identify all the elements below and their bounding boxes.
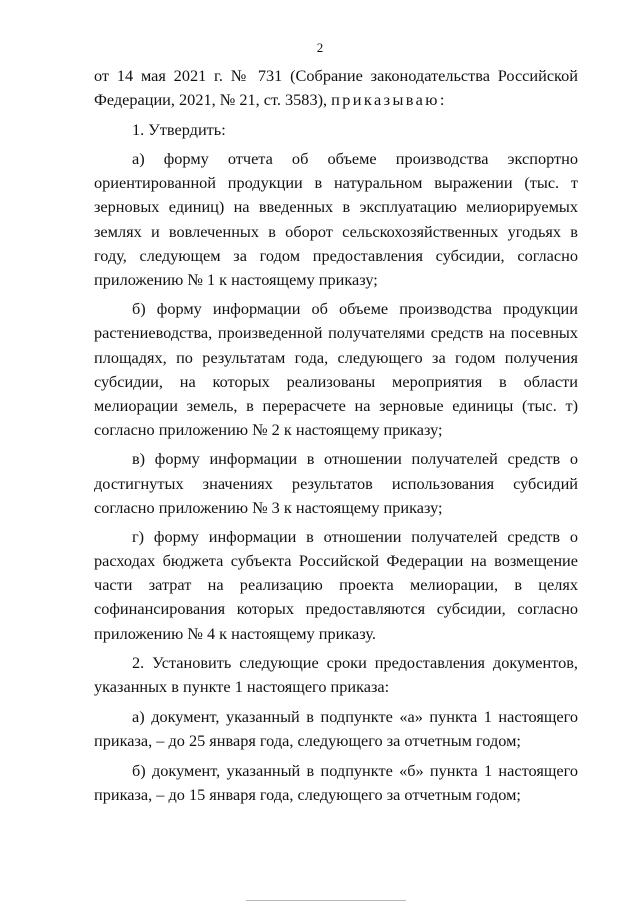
- paragraph-item-1: 1. Утвердить:: [132, 119, 226, 139]
- paragraph-item-2: 2. Установить следующие сроки предоставления документов, указанных в пункте 1 настоящего приказа:: [94, 653, 578, 697]
- order-word: приказываю:: [331, 90, 447, 110]
- paragraph-subitem-1v: в) форму информации в отношении получателей средств о достигнутых значениях результатов использования субсидий согласно приложению № 3 к настоящему приказу;: [94, 449, 578, 517]
- document-body: [94, 64, 578, 812]
- paragraph-continuation: [94, 64, 578, 112]
- paragraph-subitem-2a: а) документ, указанный в подпункте «а» пункта 1 настоящего приказа, – до 25 января года, следующего за отчетным годом;: [94, 706, 578, 750]
- paragraph-subitem-1b: б) форму информации об объеме производства продукции растениеводства, произведенной получателями средств на посевных площадях, по результатам года, следующего за годом получения субсидии, на которых реализованы мероприятия в области мелиорации земель, в перерасчете на зерновые единицы (тыс. т) согласно приложению № 2 к настоящему приказу;: [94, 299, 578, 439]
- paragraph-subitem-2b: б) документ, указанный в подпункте «б» пункта 1 настоящего приказа, – до 15 января года, следующего за отчетным годом;: [94, 760, 578, 804]
- paragraph-subitem-1a: а) форму отчета об объеме производства экспортно ориентированной продукции в натуральном выражении (тыс. т зерновых единиц) на введенных в эксплуатацию мелиорируемых землях и вовлеченных в оборот сельскохозяйственных угодьях в году, следующем за годом предоставления субсидии, согласно приложению № 1 к настоящему приказу;: [94, 149, 578, 289]
- paragraph-subitem-1g: г) форму информации в отношении получателей средств о расходах бюджета субъекта Российской Федерации на возмещение части затрат на реализацию проекта мелиорации, в целях софинансирования которых предоставляются субсидии, согласно приложению № 4 к настоящему приказу.: [94, 527, 578, 643]
- scan-edge-line: [246, 900, 406, 901]
- paragraph-continuation-text: от 14 мая 2021 г. № 731 (Собрание законодательства Российской Федерации, 2021, № 21, ст. 3583),: [94, 66, 578, 110]
- page-number: 2: [316, 40, 324, 55]
